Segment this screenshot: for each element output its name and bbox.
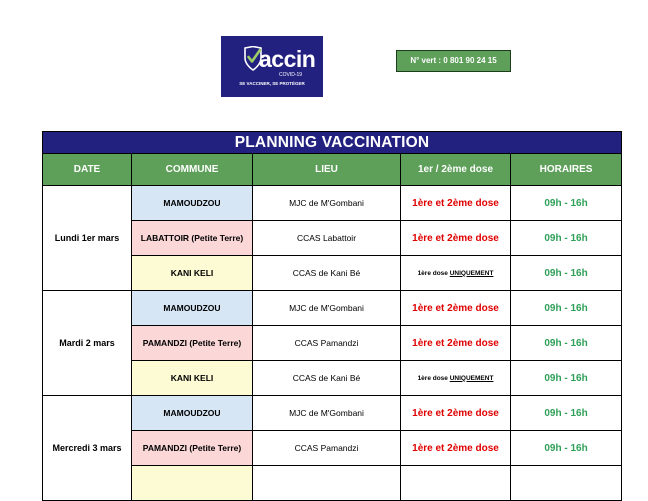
lieu-cell: CCAS Pamandzi	[253, 326, 401, 361]
lieu-cell: MJC de M'Gombani	[253, 186, 401, 221]
commune-cell: PAMANDZI (Petite Terre)	[132, 431, 253, 466]
vaccin-covid-logo	[221, 36, 323, 97]
dose-prefix: 1ère dose	[417, 374, 448, 382]
table-row	[43, 396, 622, 431]
dose-cell: 1ère et 2ème dose	[401, 431, 511, 466]
dose-uniquement: UNIQUEMENT	[449, 374, 494, 382]
horaires-cell	[511, 466, 622, 501]
lieu-cell: CCAS Pamandzi	[253, 431, 401, 466]
commune-cell: PAMANDZI (Petite Terre)	[132, 326, 253, 361]
horaires-cell: 09h - 16h	[511, 186, 622, 221]
logo-tagline: SE VACCINER, SE PROTÉGER	[239, 81, 305, 86]
horaires-cell: 09h - 16h	[511, 431, 622, 466]
date-cell: Lundi 1er mars	[43, 186, 132, 291]
commune-cell: LABATTOIR (Petite Terre)	[132, 221, 253, 256]
title-row	[43, 132, 622, 154]
dose-cell: 1ère et 2ème dose	[401, 396, 511, 431]
header-horaires: HORAIRES	[511, 154, 622, 186]
lieu-cell: CCAS de Kani Bé	[253, 361, 401, 396]
table-row	[43, 291, 622, 326]
dose-cell: 1ère et 2ème dose	[401, 221, 511, 256]
lieu-cell: MJC de M'Gombani	[253, 396, 401, 431]
header-row	[43, 154, 622, 186]
commune-cell: KANI KELI	[132, 361, 253, 396]
horaires-cell: 09h - 16h	[511, 361, 622, 396]
horaires-cell: 09h - 16h	[511, 396, 622, 431]
dose-cell	[401, 466, 511, 501]
header-date: DATE	[43, 154, 132, 186]
dose-prefix: 1ère dose	[417, 269, 448, 277]
horaires-cell: 09h - 16h	[511, 256, 622, 291]
dose-uniquement: UNIQUEMENT	[449, 269, 494, 277]
dose-cell	[401, 256, 511, 291]
horaires-cell: 09h - 16h	[511, 326, 622, 361]
header-commune: COMMUNE	[132, 154, 253, 186]
vaccination-planning-table	[42, 131, 622, 501]
dose-cell	[401, 361, 511, 396]
dose-cell: 1ère et 2ème dose	[401, 291, 511, 326]
commune-cell	[132, 466, 253, 501]
header-lieu: LIEU	[253, 154, 401, 186]
horaires-cell: 09h - 16h	[511, 291, 622, 326]
lieu-cell: MJC de M'Gombani	[253, 291, 401, 326]
hotline-badge: N° vert : 0 801 90 24 15	[396, 50, 511, 72]
commune-cell: MAMOUDZOU	[132, 396, 253, 431]
logo-word: accin	[259, 46, 316, 72]
commune-cell: MAMOUDZOU	[132, 291, 253, 326]
horaires-cell: 09h - 16h	[511, 221, 622, 256]
lieu-cell: CCAS de Kani Bé	[253, 256, 401, 291]
commune-cell: KANI KELI	[132, 256, 253, 291]
dose-cell: 1ère et 2ème dose	[401, 186, 511, 221]
lieu-cell	[253, 466, 401, 501]
header-dose: 1er / 2ème dose	[401, 154, 511, 186]
date-cell: Mercredi 3 mars	[43, 396, 132, 501]
table-row	[43, 186, 622, 221]
lieu-cell: CCAS Labattoir	[253, 221, 401, 256]
logo-subtitle: COVID-19	[279, 72, 303, 78]
date-cell: Mardi 2 mars	[43, 291, 132, 396]
commune-cell: MAMOUDZOU	[132, 186, 253, 221]
table-title: PLANNING VACCINATION	[43, 132, 622, 154]
dose-cell: 1ère et 2ème dose	[401, 326, 511, 361]
